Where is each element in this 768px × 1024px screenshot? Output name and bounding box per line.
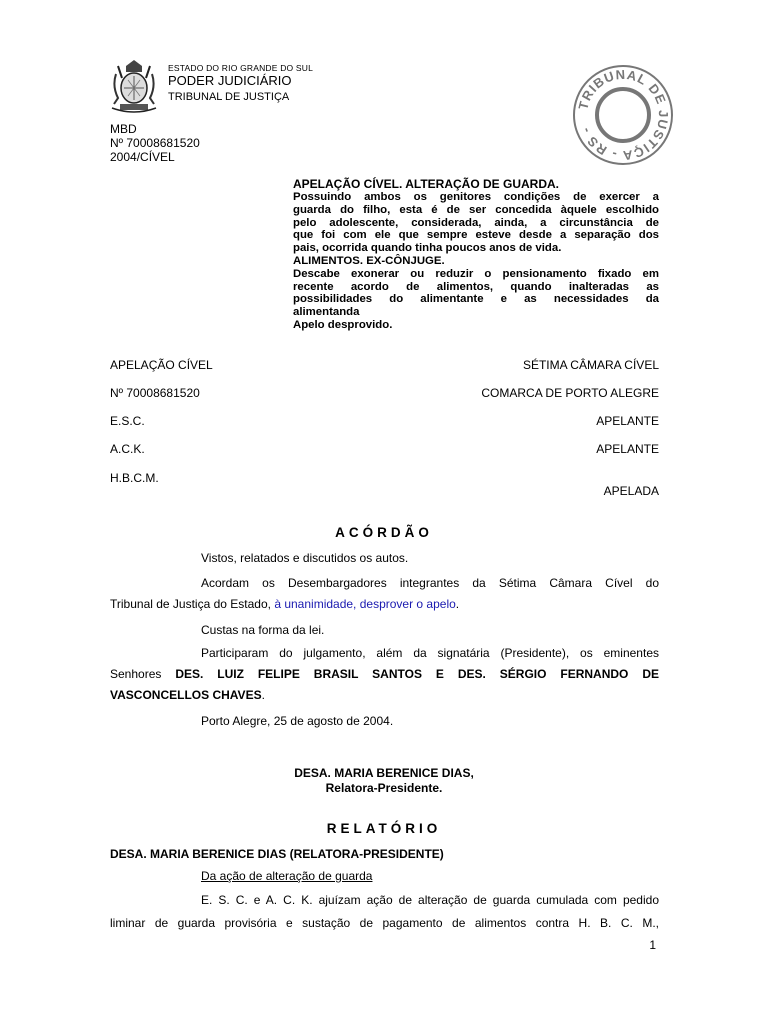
- ementa-line: que foi com ele que sempre esteve desde a separação dos: [293, 229, 659, 242]
- ementa-line: recente acordo de alimentos, quando inalteradas as: [293, 280, 659, 293]
- party-right: SÉTIMA CÂMARA CÍVEL: [522, 358, 659, 372]
- party-left: APELAÇÃO CÍVEL: [110, 358, 213, 372]
- party-left: H.B.C.M.: [110, 471, 159, 485]
- ementa-title: APELAÇÃO CÍVEL. ALTERAÇÃO DE GUARDA.: [293, 177, 560, 191]
- page-number: 1: [649, 938, 656, 952]
- relatorio-line1: E. S. C. e A. C. K. ajuízam ação de alteração de guarda cumulada com pedido: [201, 893, 659, 907]
- acordao-vistos: Vistos, relatados e discutidos os autos.: [201, 551, 409, 565]
- ementa-line: Descabe exonerar ou reduzir o pensionamento fixado em: [293, 267, 659, 280]
- ementa-alimentos: ALIMENTOS. EX-CÔNJUGE.: [293, 254, 445, 267]
- header-state: ESTADO DO RIO GRANDE DO SUL: [168, 63, 314, 73]
- header-court: TRIBUNAL DE JUSTIÇA: [168, 91, 290, 103]
- ementa-line: Possuindo ambos os genitores condições de exercer a: [293, 191, 659, 203]
- decision-text: à unanimidade, desprover o apelo: [274, 597, 456, 611]
- process-initials: MBD: [110, 122, 137, 136]
- svg-text:TRIBUNAL DE JUSTIÇA - RS -: TRIBUNAL DE JUSTIÇA - RS -: [575, 66, 672, 164]
- party-right: COMARCA DE PORTO ALEGRE: [481, 386, 659, 400]
- party-left: A.C.K.: [110, 442, 145, 456]
- party-right: APELADA: [603, 484, 659, 498]
- relatorio-line2: liminar de guarda provisória e sustação de pagamento de alimentos contra H. B. C. M.,: [110, 916, 659, 930]
- acordao-participation-line3: VASCONCELLOS CHAVES.: [110, 688, 265, 702]
- signature-role: Relatora-Presidente.: [325, 781, 443, 795]
- party-right: APELANTE: [596, 414, 659, 428]
- acordao-participation-line2: Senhores DES. LUIZ FELIPE BRASIL SANTOS E DES. SÉRGIO FERNANDO DE: [110, 667, 659, 681]
- relatorio-author: DESA. MARIA BERENICE DIAS (RELATORA-PRESIDENTE): [110, 847, 444, 861]
- court-seal-icon: [572, 64, 674, 166]
- header-power: PODER JUDICIÁRIO: [168, 73, 292, 88]
- process-number: Nº 70008681520: [110, 136, 200, 150]
- acordao-acordam-line1: Acordam os Desembargadores integrantes da Sétima Câmara Cível do: [201, 576, 659, 590]
- ementa-conclusion: Apelo desprovido.: [293, 318, 393, 331]
- ementa-line: pelo adolescente, considerada, ainda, a circunstância de: [293, 216, 659, 229]
- acordao-date: Porto Alegre, 25 de agosto de 2004.: [201, 714, 394, 728]
- ementa-line: possibilidades do alimentante e as necessidades da: [293, 293, 659, 306]
- ementa: [293, 177, 659, 332]
- process-year-type: 2004/CÍVEL: [110, 150, 175, 164]
- acordao-acordam-line2: Tribunal de Justiça do Estado, à unanimidade, desprover o apelo.: [110, 597, 460, 611]
- acordao-custas: Custas na forma da lei.: [201, 623, 325, 637]
- party-left: E.S.C.: [110, 414, 145, 428]
- coat-of-arms-icon: [108, 56, 160, 116]
- ementa-line: pais, ocorrida quando tinha poucos anos de vida.: [293, 242, 562, 255]
- judges-names: DES. LUIZ FELIPE BRASIL SANTOS E DES. SÉRGIO FERNANDO DE: [175, 667, 659, 681]
- relatorio-heading: RELATÓRIO: [326, 821, 442, 836]
- ementa-line: guarda do filho, esta é de ser concedida àquele escolhido: [293, 203, 659, 216]
- acordao-participation-line1: Participaram do julgamento, além da signatária (Presidente), os eminentes: [201, 646, 659, 660]
- ementa-line: alimentanda: [293, 306, 360, 319]
- party-right: APELANTE: [596, 442, 659, 456]
- party-left: Nº 70008681520: [110, 386, 200, 400]
- acordao-heading: ACÓRDÃO: [335, 525, 433, 540]
- signature-name: DESA. MARIA BERENICE DIAS,: [294, 766, 474, 780]
- relatorio-subtitle: Da ação de alteração de guarda: [201, 869, 373, 883]
